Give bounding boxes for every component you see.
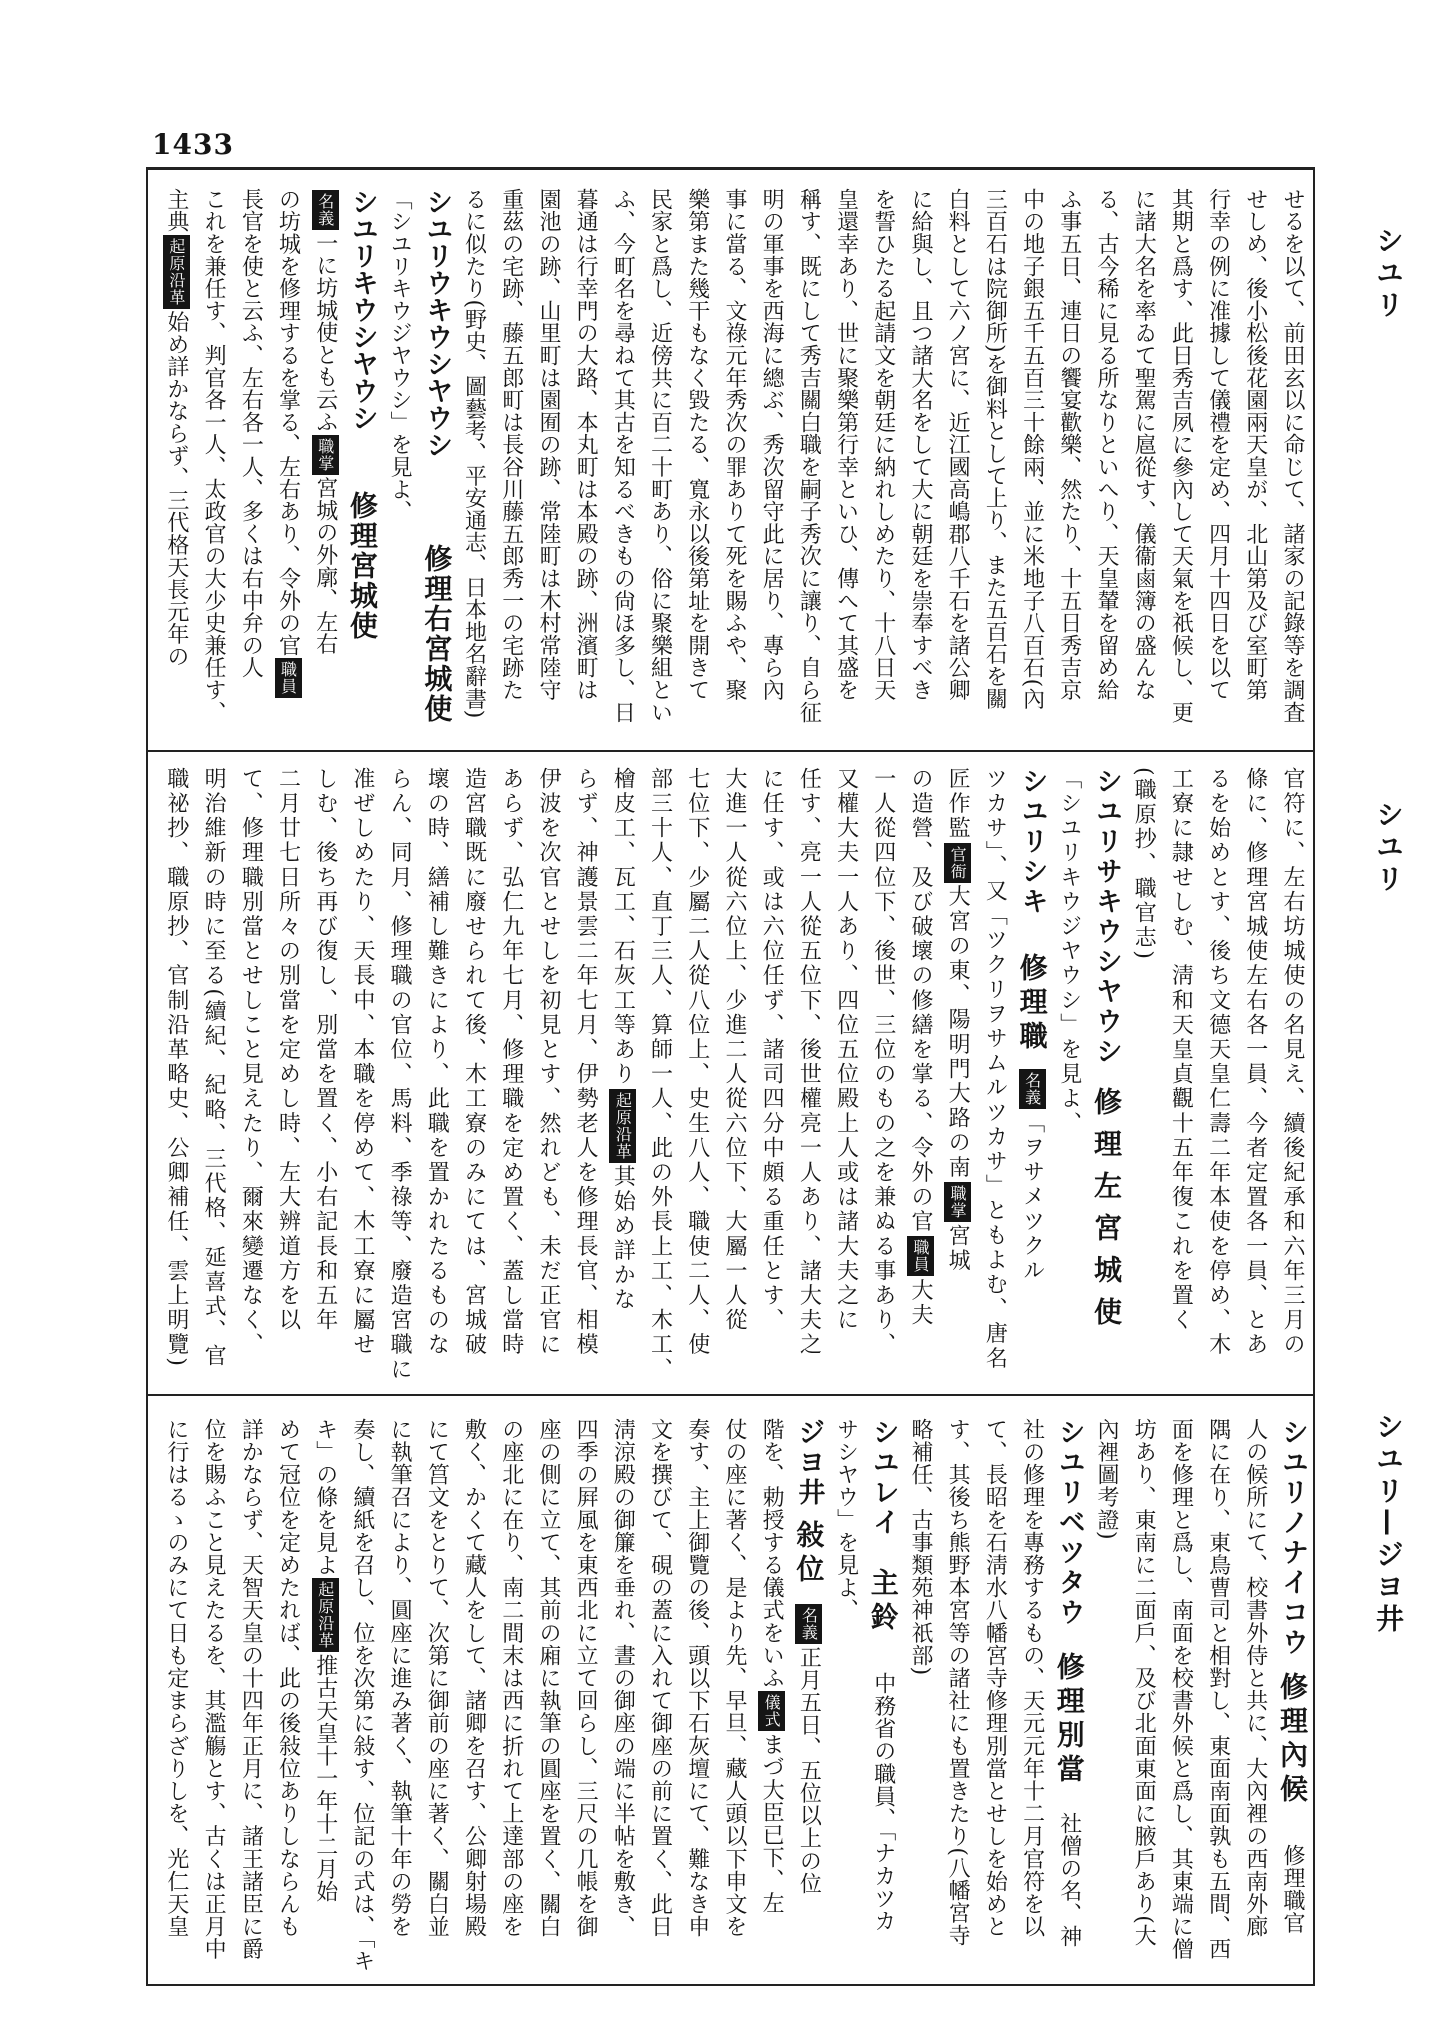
section-label: 職掌 <box>944 1182 971 1222</box>
body-text: に執筆召により、圓座に進み著く、執筆十年の勞を <box>387 1418 413 1938</box>
text-column <box>790 188 827 750</box>
text-column <box>418 188 455 750</box>
text-column <box>1125 1418 1162 1983</box>
entry-heading-kanji: 主鈴 <box>866 1568 900 1636</box>
text-column <box>530 188 567 750</box>
body-text: めて冠位を定めたれば、此の後敍位ありしならんも <box>275 1418 301 1938</box>
text-column <box>753 767 790 1394</box>
body-text: 四季の屛風を東西北に立て回らし、三尺の几帳を御 <box>573 1418 599 1938</box>
body-text: 大宮の東、陽明門大路の南 <box>945 884 971 1181</box>
text-column <box>1162 188 1199 750</box>
body-text: 仗の座に著く、是より先、早旦、藏人頭以下申文を <box>721 1418 747 1938</box>
body-text: 檜皮工、瓦工、石灰工等あり <box>610 767 636 1087</box>
text-column <box>1088 188 1125 750</box>
body-text: 皇還幸あり、世に聚樂第行幸といひ、傳へて其盛を <box>833 188 859 701</box>
text-column <box>976 188 1013 750</box>
text-column <box>865 188 902 750</box>
body-text: らず、神護景雲二年七月、伊勢老人を修理長官、相模 <box>573 767 599 1358</box>
text-column <box>1051 767 1088 1394</box>
body-text: る、古今稀に見る所なりといへり、天皇輦を留め給 <box>1093 188 1119 701</box>
entry-heading-kanji: 修理別當 <box>1052 1652 1086 1788</box>
body-text: 推古天皇十一年十二月始 <box>312 1654 338 1903</box>
body-text: を誓ひたる起請文を朝廷に納れしめたり、十八日天 <box>870 188 896 701</box>
text-column <box>269 1418 306 1983</box>
body-text: 事に當る、文祿元年秀次の罪ありて死を賜ふや、聚 <box>721 188 747 701</box>
body-text: 內裡圖考證) <box>1093 1418 1119 1541</box>
text-column <box>827 767 864 1394</box>
body-text: ツカサ」、又「ツクリヲサムルツカサ」ともよむ、唐名 <box>982 767 1008 1371</box>
entry-heading-kanji: 修理宮城使 <box>345 491 379 641</box>
entry-block-bottom <box>148 1394 1313 1983</box>
body-text: の坊城を修理するを掌る、左右あり、令外の官 <box>275 188 301 657</box>
body-text: せるを以て、前田玄以に命じて、諸家の記錄等を調査 <box>1280 188 1305 724</box>
body-text: 民家と爲し、近傍共に百二十町あり、俗に聚樂組とい <box>647 188 673 724</box>
text-column <box>902 188 939 750</box>
body-text: (職原抄、職官志) <box>1131 767 1157 962</box>
body-text: しむ、後ち再び復し、別當を置く、小右記長和五年 <box>312 767 338 1333</box>
text-column <box>1088 1418 1125 1983</box>
text-column <box>641 767 678 1394</box>
text-column <box>158 1418 195 1983</box>
body-text: 「シユリキウジヤウシ」を見よ、 <box>1056 767 1082 1136</box>
body-text: るに似たり(野史、圖藝考、平安通志、日本地名辭書) <box>461 188 487 719</box>
text-column <box>418 1418 455 1983</box>
text-column <box>679 767 716 1394</box>
text-column <box>567 767 604 1394</box>
body-text: あらず、弘仁九年七月、修理職を定め置く、蓋し當時 <box>498 767 524 1358</box>
text-column <box>418 767 455 1394</box>
body-text: 任す、亮一人從五位下、後世權亮一人あり、諸大夫之 <box>796 767 822 1358</box>
entry-heading: シユリベツタウ <box>1053 1418 1085 1628</box>
body-text: 略補任、古事類苑神祇部) <box>907 1418 933 1676</box>
entry-heading-kanji: 修理內候 <box>1276 1672 1309 1808</box>
section-label: 名義 <box>795 1604 822 1644</box>
section-label: 職員 <box>275 658 302 698</box>
body-text: 匠作監 <box>945 767 971 841</box>
body-text: の座北に在り、南二間末は西に折れて上達部の座を <box>498 1418 524 1938</box>
text-column <box>269 188 306 750</box>
body-text: 詳かならず、天智天皇の十四年正月に、諸王諸臣に爵 <box>238 1418 264 1961</box>
text-column <box>269 767 306 1394</box>
body-text: まづ大臣已下、左 <box>759 1733 785 1915</box>
body-text: るを始めとす、後ち文德天皇仁壽二年本使を停め、木 <box>1205 767 1231 1358</box>
text-column <box>716 767 753 1394</box>
body-text: 「シユリキウジヤウシ」を見よ、 <box>387 188 413 523</box>
body-text: これを兼任す、判官各一人、太政官の大少史兼任す、 <box>201 188 227 724</box>
text-column <box>641 188 678 750</box>
text-column <box>1125 188 1162 750</box>
entry-heading: シユリキウシヤウシ <box>346 188 378 431</box>
entry-heading: ジヨ井 <box>793 1418 825 1508</box>
running-head-bottom: シユリ—ジヨ井 <box>1372 1412 1405 1636</box>
text-column <box>1199 1418 1236 1983</box>
body-text: て、修理職別當とせしこと見えたり、爾來變遷なく、 <box>238 767 264 1358</box>
text-column <box>381 188 418 750</box>
text-column <box>158 767 195 1394</box>
entry-heading-kanji: 修理左宮城使 <box>1089 1087 1123 1339</box>
body-text: て、長昭を石淸水八幡宮寺修理別當とせしを始めと <box>982 1418 1008 1938</box>
section-label: 名義 <box>312 190 339 230</box>
body-text: 奏し、續紙を召し、位を次第に敍す、位記の式は、「キ <box>349 1418 375 1972</box>
section-label: 儀式 <box>758 1691 785 1731</box>
text-column <box>195 188 232 750</box>
body-text: 一に坊城使とも云ふ <box>312 232 338 433</box>
body-text: サシヤウ」を見よ、 <box>833 1418 859 1622</box>
body-text: 造宮職既に廢せられて後、木工寮のみにては、宮城破 <box>461 767 487 1358</box>
text-column <box>344 767 381 1394</box>
body-text: 重茲の宅跡、藤五郎町は長谷川藤五郎秀一の宅跡た <box>498 188 524 701</box>
body-text: 三百石は院御所)を御料として上り、また五百石を關 <box>982 188 1008 710</box>
section-label: 起原沿革 <box>609 1089 636 1163</box>
text-column <box>1274 767 1311 1394</box>
body-text: 壞の時、繕補し難きにより、此職を置かれたるものな <box>424 767 450 1358</box>
text-column <box>1237 188 1274 750</box>
body-text: 准ぜしめたり、天長中、本職を停めて、木工寮に屬せ <box>349 767 375 1358</box>
body-text: 長官を使と云ふ、左右各一人、多くは右中弁の人 <box>238 188 264 679</box>
body-text: 行幸の例に准據して儀禮を定め、四月十四日を以て <box>1205 188 1231 701</box>
running-head-middle: シユリ <box>1372 800 1405 896</box>
body-text: 中の地子銀五千五百三十餘兩、並に米地子八百石(內 <box>1019 188 1045 710</box>
text-column <box>1013 188 1050 750</box>
body-text: 七位下、少屬二人從八位上、史生八人、職使二人、使 <box>684 767 710 1358</box>
body-text: 宮城の外廓、左右 <box>312 476 338 656</box>
body-text: に任す、或は六位任ず、諸司四分中頗る重任とす、 <box>759 767 785 1333</box>
body-text: 宮城 <box>945 1224 971 1274</box>
body-text: に給與し、且つ諸大名をして大に朝廷を崇奉すべき <box>907 188 933 701</box>
body-text: キ」の條を見よ <box>312 1418 338 1577</box>
text-column <box>158 188 195 750</box>
entry-heading-kanji: 修理右宮城使 <box>420 544 454 724</box>
body-text: 位を賜ふこと見えたるを、其濫觴とす、古くは正月中 <box>201 1418 227 1961</box>
body-text: に行はるゝのみにて日も定まらざりしを、光仁天皇 <box>163 1418 189 1938</box>
body-text: 修理職官 <box>1280 1844 1305 1935</box>
entry-block-middle <box>148 750 1313 1394</box>
body-text: 暮通は行幸門の大路、本丸町は本殿の跡、洲濱町は <box>573 188 599 701</box>
text-column <box>530 1418 567 1983</box>
body-text: 社の修理を專務するもの、天元元年十二月官符を以 <box>1019 1418 1045 1938</box>
text-column <box>753 188 790 750</box>
text-column <box>567 188 604 750</box>
text-column <box>1051 188 1088 750</box>
text-column <box>307 767 344 1394</box>
text-column <box>1051 1418 1088 1983</box>
body-text: 又權大夫一人あり、四位五位殿上人或は諸大夫之に <box>833 767 859 1333</box>
body-text: 園池の跡、山里町は園囿の跡、常陸町は木村常陸守 <box>535 188 561 701</box>
text-column <box>344 1418 381 1983</box>
text-column <box>1274 188 1311 750</box>
text-column <box>232 767 269 1394</box>
body-text: 明の軍事を西海に總ぶ、秀次留守此に居り、專ら內 <box>759 188 785 701</box>
entry-heading-kanji: 敍位 <box>792 1520 826 1588</box>
text-column <box>679 188 716 750</box>
body-text: 淸涼殿の御簾を垂れ、晝の御座の端に半帖を敷き、 <box>610 1418 636 1938</box>
body-text: 「ヲサメツクル <box>1019 1111 1045 1284</box>
text-column <box>1237 767 1274 1394</box>
body-text: 面を修理と爲し、南面を校書外候と爲し、其東端に僧 <box>1168 1418 1194 1961</box>
text-column <box>493 767 530 1394</box>
text-column <box>195 767 232 1394</box>
text-column <box>455 1418 492 1983</box>
text-column <box>455 767 492 1394</box>
text-column <box>827 1418 864 1983</box>
text-column <box>232 1418 269 1983</box>
text-column <box>1088 767 1125 1394</box>
body-text: の造營、及び破壞の修繕を掌る、令外の官 <box>907 767 933 1235</box>
text-column <box>344 188 381 750</box>
text-column <box>976 1418 1013 1983</box>
body-text: 一人從四位下、後世、三位のもの之を兼ぬる事あり、 <box>870 767 896 1358</box>
text-column <box>790 767 827 1394</box>
body-text: 伊波を次官とせしを初見とす、然れども、未だ正官に <box>535 767 561 1358</box>
body-text: ふ、今町名を尋ねて其古を知るべきもの尙ほ多し、日 <box>610 188 636 724</box>
entry-heading: シユリウキウシヤウシ <box>421 188 453 458</box>
text-column <box>716 188 753 750</box>
section-label: 職員 <box>907 1236 934 1276</box>
body-text: 樂第また幾干もなく毀たる、寬永以後第址を開きて <box>684 188 710 701</box>
body-text: 坊あり、東南に二面戶、及び北面東面に腋戶あり(大 <box>1131 1418 1157 1947</box>
text-column <box>865 1418 902 1983</box>
text-column <box>865 767 902 1394</box>
body-text: 主典 <box>163 188 189 233</box>
text-column <box>827 188 864 750</box>
text-column <box>493 188 530 750</box>
section-label: 官衙 <box>944 843 971 883</box>
body-text: に諸大名を率ゐて聖駕に扈從す、儀衞鹵簿の盛んな <box>1131 188 1157 701</box>
body-text: 敷く、かくて藏人をして、諸卿を召す、公卿射場殿 <box>461 1418 487 1938</box>
text-column <box>902 1418 939 1983</box>
body-text: 奏す、主上御覽の後、頭以下石灰壇にて、難なき申 <box>684 1418 710 1938</box>
body-text: 大夫 <box>907 1278 933 1328</box>
text-column <box>1125 767 1162 1394</box>
body-text: 白料として六ノ宮に、近江國高嶋郡八千石を諸公卿 <box>945 188 971 701</box>
body-text: 二月廿七日所々の別當を定めし時、左大辨道方を以 <box>275 767 301 1333</box>
body-text: 階を、勅授する儀式をいふ <box>759 1418 785 1690</box>
entry-heading: シユリサキウシヤウシ <box>1090 767 1122 1067</box>
text-column <box>939 188 976 750</box>
text-column <box>1237 1418 1274 1983</box>
body-text: 工寮に隷せしむ、淸和天皇貞觀十五年復これを置く <box>1168 767 1194 1333</box>
body-text: 人の候所にて、校書外侍と共に、大內裡の西南外廊 <box>1242 1418 1268 1938</box>
body-text: 社僧の名、神 <box>1056 1812 1082 1948</box>
entry-heading: シユレイ <box>867 1418 899 1538</box>
text-column <box>1013 1418 1050 1983</box>
body-text: 中務省の職員、「ナカツカ <box>870 1672 896 1933</box>
body-text: 正月五日、五位以上の位 <box>796 1646 822 1895</box>
section-label: 起原沿革 <box>312 1578 339 1652</box>
body-text: 文を撰びて、硯の蓋に入れて御座の前に置く、此日 <box>647 1418 673 1938</box>
body-text: 其始め詳かな <box>610 1164 636 1313</box>
text-column <box>493 1418 530 1983</box>
body-text: ふ事五日、連日の饗宴歡樂、然たり、十五日秀吉京 <box>1056 188 1082 701</box>
body-text: 條に、修理宮城使左右各一員、今者定置各一員、とあ <box>1242 767 1268 1358</box>
body-text: 其期と爲す、此日秀吉夙に參內して天氣を祇候し、更 <box>1168 188 1194 724</box>
body-text: 部三十人、直丁三人、算師一人、此の外長上工、木工、 <box>647 767 673 1382</box>
text-column <box>455 188 492 750</box>
entry-heading: シユリシキ <box>1016 767 1048 917</box>
body-text: 稱す、既にして秀吉關白職を嗣子秀次に讓り、自ら征 <box>796 188 822 724</box>
text-column <box>1162 1418 1199 1983</box>
text-column <box>307 188 344 750</box>
text-column <box>381 767 418 1394</box>
body-text: 官符に、左右坊城使の名見え、續後紀承和六年三月の <box>1280 767 1305 1358</box>
text-column <box>1162 767 1199 1394</box>
text-column <box>1199 188 1236 750</box>
text-column <box>307 1418 344 1983</box>
text-column <box>939 1418 976 1983</box>
body-text: 始め詳かならず、三代格天長元年の <box>163 310 189 668</box>
text-column <box>604 188 641 750</box>
text-column <box>1199 767 1236 1394</box>
running-head-top: シユリ <box>1372 226 1405 322</box>
section-label: 職掌 <box>312 435 339 475</box>
body-text: 大進一人從六位上、少進二人從六位下、大屬一人從 <box>721 767 747 1333</box>
text-column <box>641 1418 678 1983</box>
body-text: にて筥文をとりて、次第に御前の座に著く、關白並 <box>424 1418 450 1938</box>
text-column <box>530 767 567 1394</box>
text-column <box>1013 767 1050 1394</box>
page-number: 1433 <box>152 128 234 161</box>
entry-heading-kanji: 修理職 <box>1015 953 1049 1055</box>
body-text: 職祕抄、職原抄、官制沿革略史、公卿補任、雲上明覽) <box>163 767 189 1369</box>
text-column <box>232 188 269 750</box>
section-label: 名義 <box>1019 1069 1046 1109</box>
dictionary-frame <box>146 167 1315 1986</box>
text-column <box>976 767 1013 1394</box>
text-column <box>716 1418 753 1983</box>
text-column <box>604 1418 641 1983</box>
body-text: す、其後ち熊野本宮等の諸社にも置きたり(八幡宮寺 <box>945 1418 971 1947</box>
text-column <box>1274 1418 1311 1983</box>
section-label: 起原沿革 <box>163 235 190 309</box>
text-column <box>567 1418 604 1983</box>
body-text: らん、同月、修理職の官位、馬料、季祿等、廢造宮職に <box>387 767 413 1382</box>
text-column <box>381 1418 418 1983</box>
body-text: せしめ、後小松後花園兩天皇が、北山第及び室町第 <box>1242 188 1268 701</box>
body-text: 明治維新の時に至る(續紀、紀略、三代格、延喜式、官 <box>201 767 227 1369</box>
text-column <box>939 767 976 1394</box>
entry-block-top <box>148 170 1313 750</box>
body-text: 座の側に立て、其前の廂に執筆の圓座を置く、關白 <box>535 1418 561 1938</box>
body-text: 隅に在り、東鳥曹司と相對し、東面南面孰も五間、西 <box>1205 1418 1231 1961</box>
text-column <box>679 1418 716 1983</box>
text-column <box>753 1418 790 1983</box>
text-column <box>195 1418 232 1983</box>
text-column <box>902 767 939 1394</box>
entry-heading: シユリノナイコウ <box>1277 1418 1308 1658</box>
text-column <box>604 767 641 1394</box>
text-column <box>790 1418 827 1983</box>
